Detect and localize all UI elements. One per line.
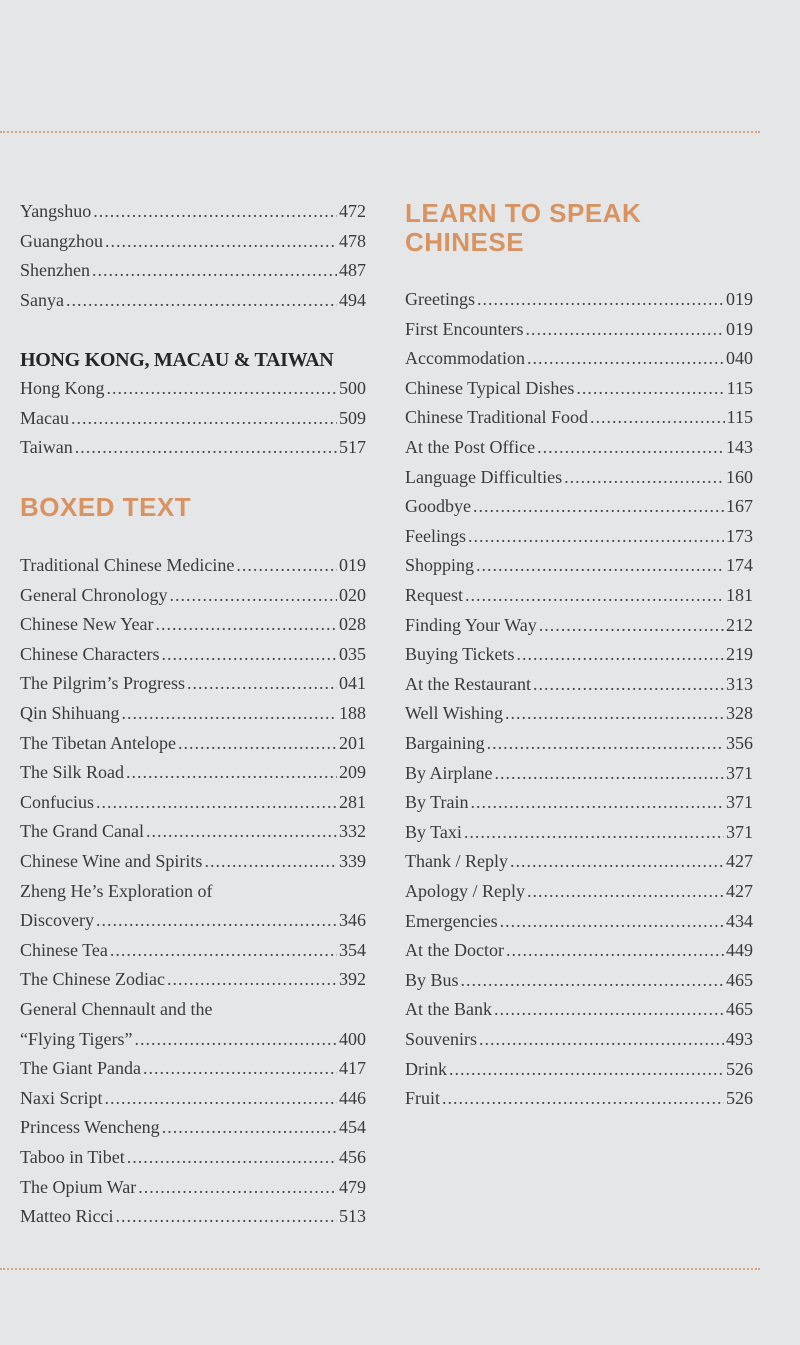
entry-label: Chinese Wine and Spirits: [20, 851, 203, 871]
dot-leader: [75, 436, 337, 458]
dot-leader: [576, 377, 724, 399]
boxed-entry[interactable]: [20, 732, 366, 754]
toc-entry[interactable]: [20, 436, 366, 458]
boxed-entry[interactable]: [20, 939, 366, 961]
entry-label: Qin Shihuang: [20, 703, 120, 723]
page-number: 339: [339, 851, 366, 871]
boxed-entry[interactable]: [20, 702, 366, 724]
page-number: 417: [339, 1058, 366, 1079]
page-number: 346: [339, 910, 366, 931]
dot-leader: [155, 613, 337, 635]
dot-leader: [449, 1058, 724, 1080]
boxed-entry[interactable]: [20, 1057, 366, 1079]
entry-label: Shenzhen: [20, 260, 90, 281]
boxed-entry[interactable]: [20, 968, 366, 990]
phrase-entry[interactable]: [405, 466, 753, 488]
page-number: 167: [726, 496, 753, 517]
page-number: 465: [726, 969, 753, 990]
boxed-entry[interactable]: [20, 554, 366, 576]
page-number: 181: [726, 585, 753, 605]
page-number: 143: [726, 437, 753, 457]
boxed-entry[interactable]: [20, 613, 366, 635]
entry-label: Emergencies: [405, 910, 498, 931]
dot-leader: [590, 406, 725, 428]
entry-label: The Giant Panda: [20, 1058, 141, 1079]
entry-label: The Silk Road: [20, 762, 124, 783]
toc-entry[interactable]: [20, 259, 366, 281]
boxed-entry[interactable]: [20, 820, 366, 842]
page-number: 371: [726, 762, 753, 783]
phrase-entry[interactable]: [405, 702, 753, 724]
dot-leader: [66, 289, 337, 311]
entry-label: Macau: [20, 407, 69, 428]
dot-leader: [505, 702, 724, 724]
page-number: 115: [726, 377, 753, 398]
phrase-entry[interactable]: [405, 525, 753, 547]
entry-label: Taiwan: [20, 437, 73, 458]
entry-label: The Opium War: [20, 1176, 137, 1197]
phrase-entry[interactable]: [405, 495, 753, 517]
page-number: 201: [339, 732, 366, 753]
page-number: 526: [726, 1058, 753, 1079]
dot-leader: [465, 584, 724, 606]
page-number: 493: [726, 1029, 753, 1049]
entry-label: Sanya: [20, 289, 64, 310]
page-number: 478: [339, 230, 366, 251]
dot-leader: [93, 200, 337, 222]
page-number: 020: [339, 584, 366, 605]
boxed-entry[interactable]: [20, 643, 366, 665]
toc-entry[interactable]: [20, 407, 366, 429]
boxed-entry-line1: Zheng He’s Exploration of: [20, 880, 213, 901]
boxed-entry[interactable]: [20, 672, 366, 694]
dot-leader: [122, 702, 337, 724]
phrase-entry[interactable]: [405, 969, 753, 991]
entry-label: Naxi Script: [20, 1087, 103, 1108]
entry-label: Hong Kong: [20, 378, 105, 398]
toc-entry[interactable]: [20, 200, 366, 222]
page-number: 371: [726, 792, 753, 813]
entry-label: Fruit: [405, 1088, 441, 1109]
page-number: 513: [339, 1206, 366, 1227]
page-number: 328: [726, 703, 753, 724]
dot-leader: [537, 436, 724, 458]
dot-leader: [105, 1087, 338, 1109]
page-number: 517: [339, 437, 366, 458]
entry-label: Chinese New Year: [20, 614, 154, 635]
entry-label: The Chinese Zodiac: [20, 969, 165, 990]
entry-label: At the Doctor: [405, 940, 504, 961]
dot-leader: [564, 466, 724, 488]
boxed-entry[interactable]: [20, 761, 366, 783]
dot-leader: [92, 259, 337, 281]
dot-leader: [96, 791, 337, 813]
page-number: 281: [339, 791, 366, 812]
boxed-entry[interactable]: [20, 909, 366, 931]
entry-label: Language Difficulties: [405, 466, 563, 487]
boxed-entry[interactable]: [20, 1116, 366, 1138]
page-number: 019: [339, 555, 366, 575]
page-number: 427: [726, 851, 753, 872]
phrase-entry[interactable]: [405, 1058, 753, 1080]
entry-label: By Train: [405, 792, 469, 813]
dot-leader: [473, 495, 724, 517]
phrase-entry[interactable]: [405, 1087, 753, 1109]
entry-label: Goodbye: [405, 496, 471, 517]
phrase-entry[interactable]: [405, 673, 753, 695]
toc-entry[interactable]: [20, 289, 366, 311]
dot-leader: [204, 850, 337, 872]
page-number: 472: [339, 201, 366, 221]
page-number: 446: [339, 1087, 366, 1108]
learn-to-speak-heading: [405, 199, 641, 257]
phrase-entry[interactable]: [405, 910, 753, 932]
page-number: 035: [339, 643, 366, 664]
entry-label: Drink: [405, 1058, 447, 1079]
boxed-entry[interactable]: [20, 1087, 366, 1109]
learn-to-speak-heading-line2: CHINESE: [405, 227, 525, 257]
entry-label: Thank / Reply: [405, 851, 508, 872]
entry-label: Matteo Ricci: [20, 1206, 114, 1227]
entry-label: Finding Your Way: [405, 614, 537, 635]
phrase-entry[interactable]: [405, 436, 753, 458]
boxed-entry[interactable]: [20, 1028, 366, 1050]
phrase-entry[interactable]: [405, 318, 753, 340]
entry-label: Chinese Tea: [20, 939, 108, 960]
boxed-entry[interactable]: [20, 1146, 366, 1168]
phrase-entry[interactable]: [405, 1028, 753, 1050]
entry-label: The Pilgrim’s Progress: [20, 673, 185, 694]
page-number: 209: [339, 762, 366, 783]
bottom-dotted-rule: [0, 1268, 760, 1270]
dot-leader: [96, 909, 337, 931]
phrase-entry[interactable]: [405, 850, 753, 872]
phrase-entry[interactable]: [405, 614, 753, 636]
dot-leader: [533, 673, 724, 695]
entry-label: “Flying Tigers”: [20, 1028, 133, 1049]
entry-label: The Tibetan Antelope: [20, 732, 176, 753]
entry-label: Apology / Reply: [405, 881, 525, 901]
boxed-entry[interactable]: [20, 850, 366, 872]
entry-label: By Taxi: [405, 821, 462, 842]
phrase-entry[interactable]: [405, 939, 753, 961]
page-number: 040: [726, 348, 753, 369]
page-number: 456: [339, 1147, 366, 1167]
boxed-entry[interactable]: [20, 1176, 366, 1198]
page-number: 371: [726, 821, 753, 842]
entry-label: Discovery: [20, 910, 94, 931]
entry-label: Princess Wencheng: [20, 1117, 160, 1138]
entry-label: Well Wishing: [405, 703, 503, 724]
page-number: 434: [726, 910, 753, 931]
page-number: 332: [339, 821, 366, 842]
entry-label: Chinese Traditional Food: [405, 407, 589, 428]
page-number: 019: [726, 289, 753, 309]
page-number: 400: [339, 1028, 366, 1049]
page-number: 174: [726, 555, 753, 576]
dot-leader: [506, 939, 724, 961]
entry-label: Feelings: [405, 525, 466, 546]
entry-label: Bargaining: [405, 733, 485, 753]
page-number: 160: [726, 466, 753, 487]
dot-leader: [107, 377, 338, 399]
entry-label: Greetings: [405, 289, 475, 309]
dot-leader: [539, 614, 724, 636]
dot-leader: [468, 525, 724, 547]
page-number: 465: [726, 999, 753, 1020]
entry-label: Souvenirs: [405, 1029, 477, 1049]
phrase-entry[interactable]: [405, 998, 753, 1020]
entry-label: At the Restaurant: [405, 673, 531, 694]
top-dotted-rule: [0, 131, 760, 133]
entry-label: General Chronology: [20, 584, 168, 605]
dot-leader: [135, 1028, 337, 1050]
dot-leader: [479, 1028, 724, 1050]
dot-leader: [461, 969, 724, 991]
dot-leader: [162, 1116, 337, 1138]
dot-leader: [527, 347, 724, 369]
page-number: 449: [726, 940, 753, 961]
entry-label: Buying Tickets: [405, 644, 515, 665]
page-number: 427: [726, 881, 753, 901]
dot-leader: [167, 968, 337, 990]
page-number: 212: [726, 614, 753, 635]
entry-label: At the Post Office: [405, 437, 536, 457]
page-number: 219: [726, 644, 753, 665]
dot-leader: [495, 762, 725, 784]
entry-label: First Encounters: [405, 318, 524, 339]
dot-leader: [146, 820, 337, 842]
dot-leader: [442, 1087, 724, 1109]
page-number: 526: [726, 1088, 753, 1109]
page-number: 494: [339, 289, 366, 310]
page-number: 115: [726, 407, 753, 428]
page-number: 188: [339, 703, 366, 723]
page-number: 173: [726, 525, 753, 546]
entry-label: At the Bank: [405, 999, 492, 1020]
dot-leader: [138, 1176, 337, 1198]
dot-leader: [500, 910, 724, 932]
phrase-entry[interactable]: [405, 406, 753, 428]
dot-leader: [126, 761, 337, 783]
toc-entry[interactable]: [20, 377, 366, 399]
boxed-entry[interactable]: [20, 791, 366, 813]
dot-leader: [471, 791, 724, 813]
phrase-entry[interactable]: [405, 732, 753, 754]
phrase-entry[interactable]: [405, 584, 753, 606]
page-number: 509: [339, 407, 366, 428]
phrase-entry[interactable]: [405, 347, 753, 369]
dot-leader: [161, 643, 337, 665]
phrase-entry[interactable]: [405, 377, 753, 399]
page-number: 392: [339, 969, 366, 990]
page-number: 487: [339, 260, 366, 281]
boxed-entry[interactable]: [20, 1205, 366, 1227]
dot-leader: [527, 880, 724, 902]
phrase-entry[interactable]: [405, 880, 753, 902]
boxed-entry[interactable]: [20, 584, 366, 606]
dot-leader: [526, 318, 725, 340]
entry-label: The Grand Canal: [20, 821, 144, 842]
dot-leader: [105, 230, 337, 252]
page-number: 028: [339, 614, 366, 635]
entry-label: Accommodation: [405, 348, 525, 369]
page-number: 019: [726, 318, 753, 339]
dot-leader: [487, 732, 724, 754]
page-number: 454: [339, 1117, 366, 1138]
entry-label: Taboo in Tibet: [20, 1147, 125, 1167]
entry-label: Shopping: [405, 555, 475, 576]
dot-leader: [110, 939, 337, 961]
page-number: 500: [339, 378, 366, 398]
dot-leader: [115, 1205, 337, 1227]
phrase-entry[interactable]: [405, 554, 753, 576]
dot-leader: [127, 1146, 337, 1168]
entry-label: Yangshuo: [20, 201, 92, 221]
entry-label: Chinese Characters: [20, 643, 160, 664]
page-number: 313: [726, 673, 753, 694]
dot-leader: [517, 643, 724, 665]
entry-label: Request: [405, 585, 463, 605]
dot-leader: [187, 672, 337, 694]
phrase-entry[interactable]: [405, 643, 753, 665]
learn-to-speak-heading-line1: LEARN TO SPEAK: [405, 198, 642, 228]
entry-label: Guangzhou: [20, 230, 103, 251]
dot-leader: [169, 584, 337, 606]
phrase-entry[interactable]: [405, 762, 753, 784]
entry-label: By Bus: [405, 969, 459, 990]
entry-label: Chinese Typical Dishes: [405, 377, 575, 398]
phrase-entry[interactable]: [405, 791, 753, 813]
entry-label: By Airplane: [405, 762, 493, 783]
entry-label: Traditional Chinese Medicine: [20, 555, 235, 575]
dot-leader: [494, 998, 724, 1020]
dot-leader: [71, 407, 337, 429]
phrase-entry[interactable]: [405, 288, 753, 310]
dot-leader: [236, 554, 337, 576]
dot-leader: [464, 821, 724, 843]
page-number: 041: [339, 673, 366, 694]
hk-macau-taiwan-heading: HONG KONG, MACAU & TAIWAN: [20, 349, 334, 371]
dot-leader: [178, 732, 337, 754]
boxed-text-heading: BOXED TEXT: [20, 492, 192, 522]
page-number: 354: [339, 939, 366, 960]
entry-label: Confucius: [20, 791, 94, 812]
dot-leader: [510, 850, 724, 872]
page-number: 479: [339, 1176, 366, 1197]
dot-leader: [476, 554, 724, 576]
page-number: 356: [726, 733, 753, 753]
phrase-entry[interactable]: [405, 821, 753, 843]
toc-entry[interactable]: [20, 230, 366, 252]
boxed-entry-line1: General Chennault and the: [20, 999, 213, 1019]
dot-leader: [143, 1057, 337, 1079]
dot-leader: [477, 288, 724, 310]
